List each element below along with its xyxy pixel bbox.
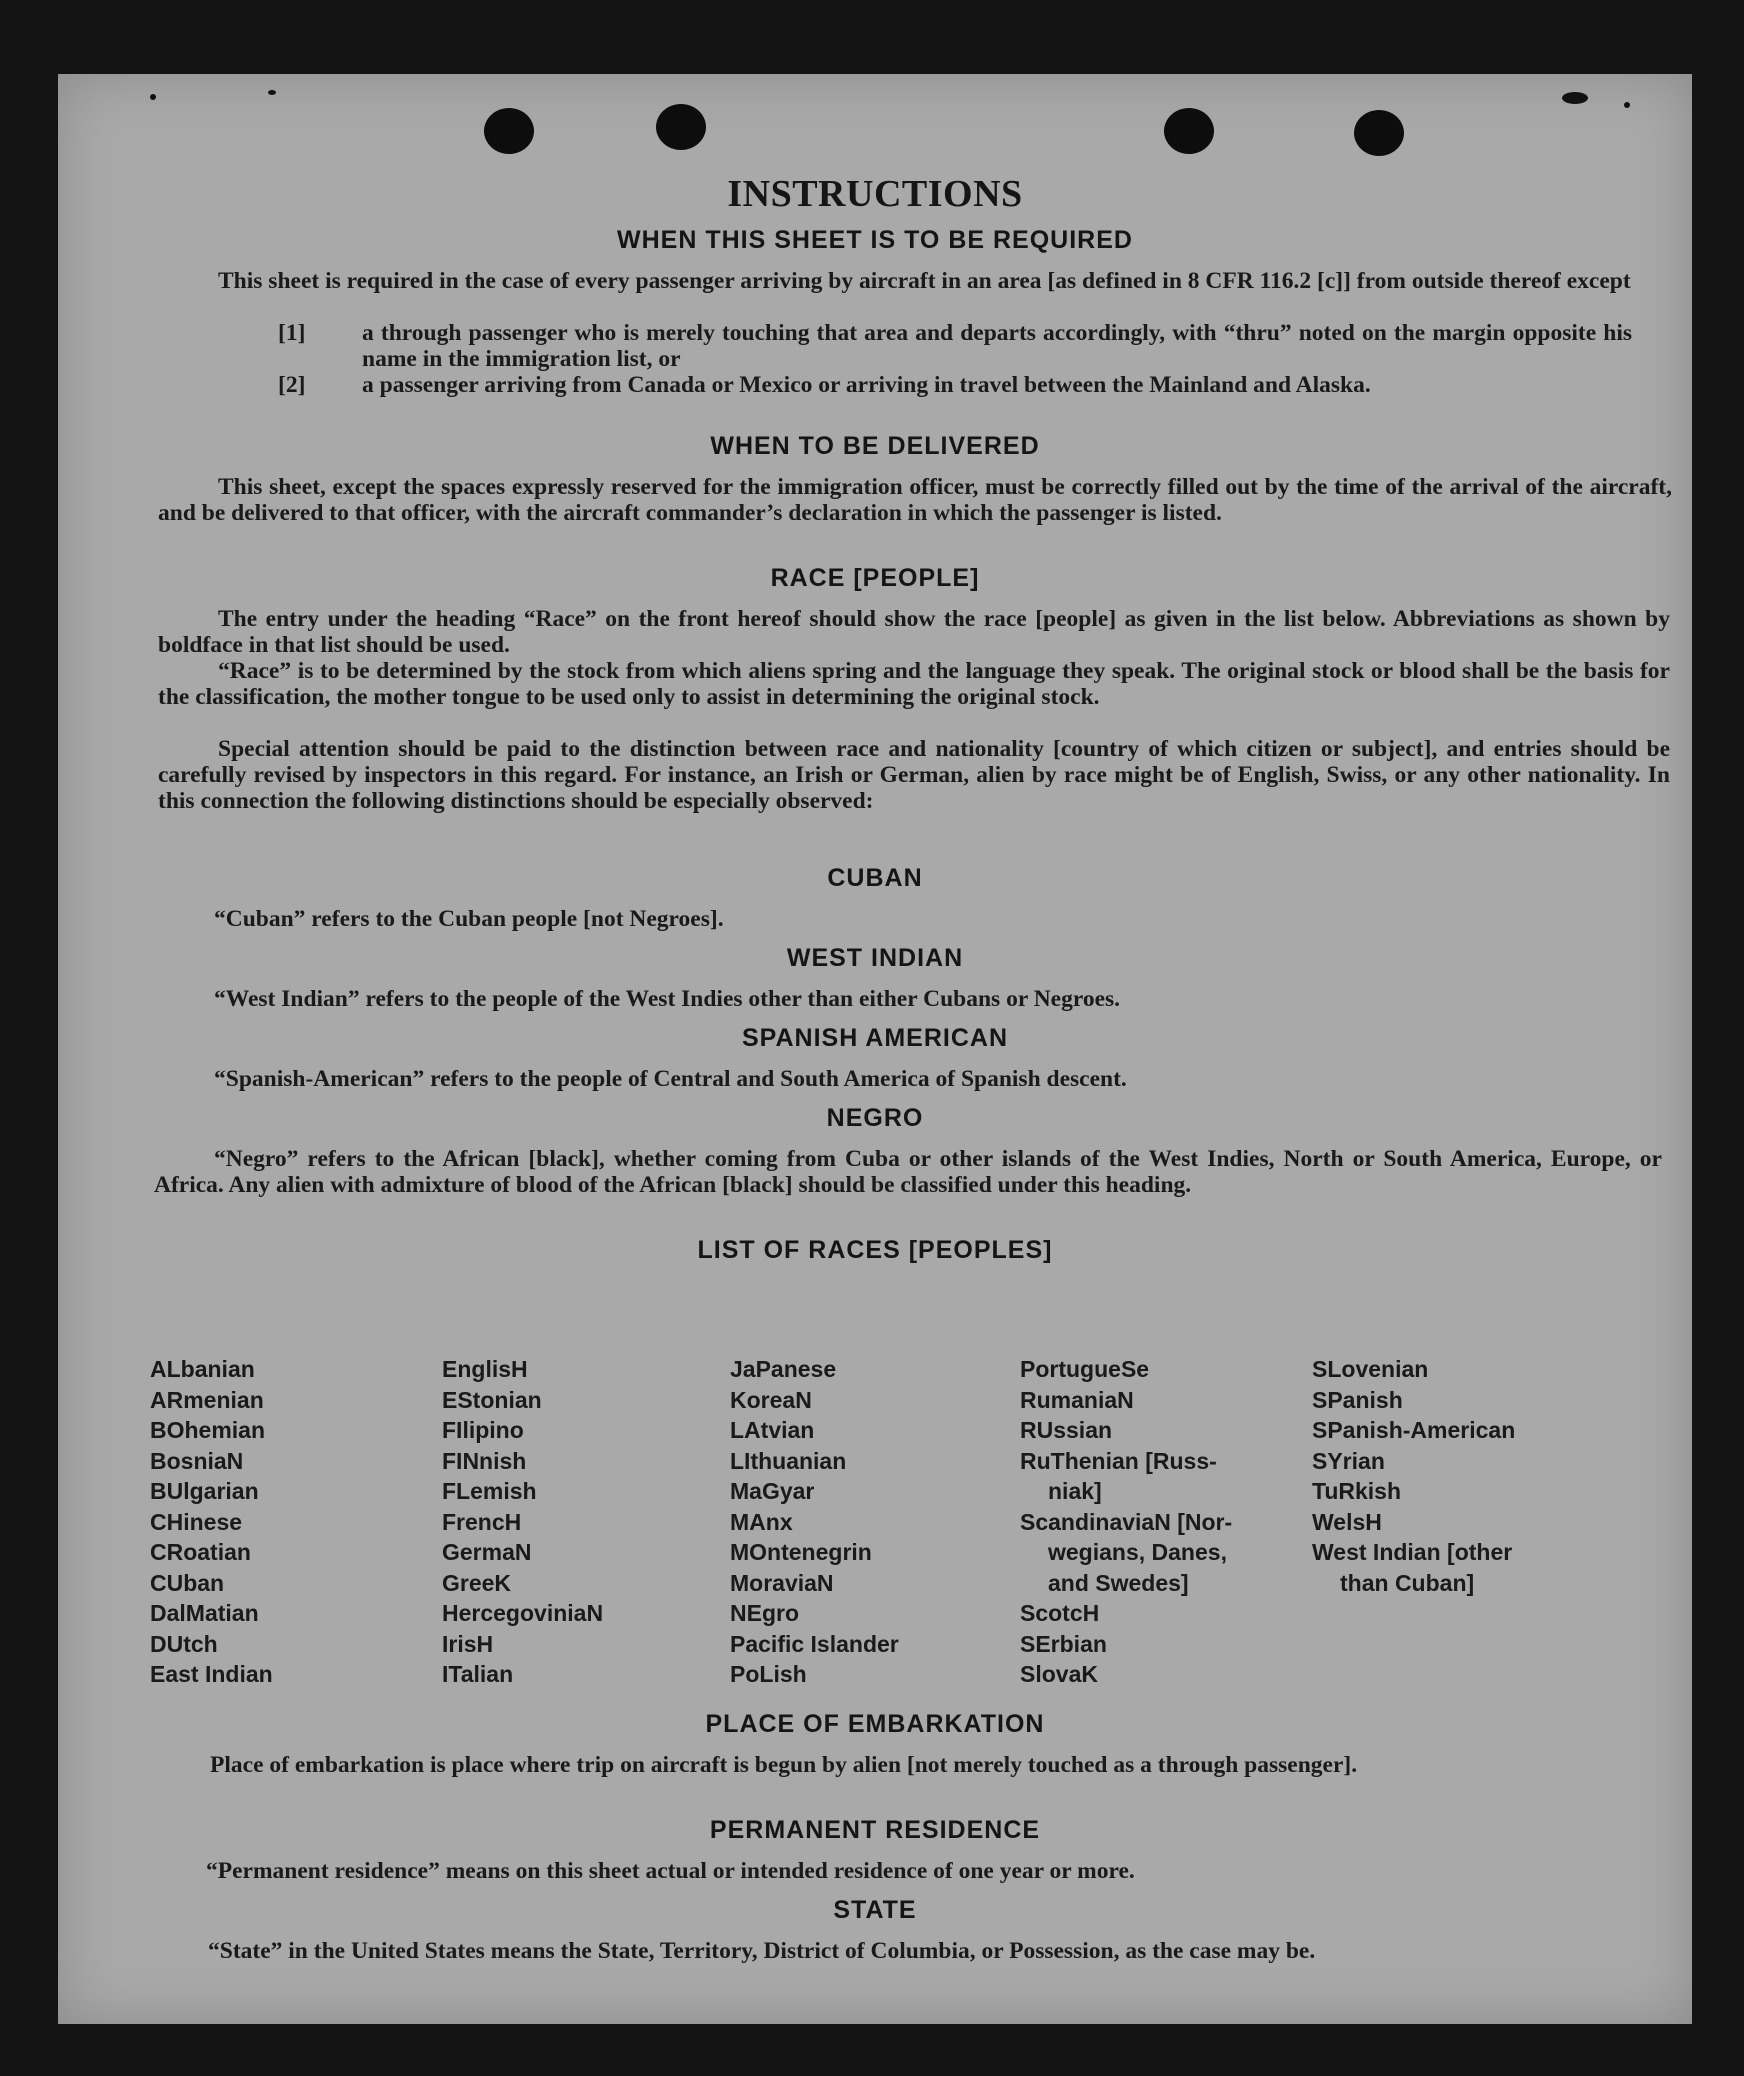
race-list-item: MaGyar [730, 1478, 815, 1504]
race-list-item: GreeK [442, 1569, 512, 1596]
race-list-item: DUtch [150, 1630, 218, 1657]
punch-hole [484, 108, 534, 154]
race-list-item: CUban [150, 1569, 225, 1596]
race-list-item: RUssian [1020, 1417, 1113, 1443]
state-text: “State” in the United States means the State, Territory, District of Columbia, or Possession, as the case may be. [208, 1938, 1316, 1964]
section-heading-residence: PERMANENT RESIDENCE [709, 1816, 1041, 1844]
punch-hole [1164, 108, 1214, 154]
race-list-column-2 [442, 1354, 603, 1690]
ink-speck [150, 94, 156, 100]
race-list-item: KoreaN [730, 1386, 812, 1413]
section-heading-state: STATE [833, 1896, 917, 1924]
ink-speck [1624, 102, 1630, 108]
residence-text: “Permanent residence” means on this sheet actual or intended residence of one year or more. [206, 1858, 1135, 1884]
west-indian-text: “West Indian” refers to the people of the West Indies other than either Cubans or Negroes. [214, 986, 1121, 1012]
race-list-item: DalMatian [150, 1600, 259, 1626]
page-title: INSTRUCTIONS [727, 173, 1023, 215]
race-list-item: MOntenegrin [730, 1539, 872, 1565]
punch-hole [656, 104, 706, 150]
race-list-item: BosniaN [150, 1447, 244, 1474]
race-list-column-1 [150, 1354, 273, 1690]
item-text: a through passenger who is merely touching that area and departs accordingly, with “thru” noted on the margin opposite his name in the immigration list, or [362, 320, 1632, 372]
race-list-item: SPanish [1312, 1386, 1403, 1413]
race-list-item: WelsH [1312, 1508, 1382, 1535]
race-list-column-3 [730, 1354, 899, 1690]
section-heading-cuban: CUBAN [827, 864, 923, 892]
race-list-item: SErbian [1020, 1630, 1107, 1657]
race-list-item: CHinese [150, 1508, 243, 1535]
race-list-item: BUlgarian [150, 1478, 259, 1504]
race-list-item: LIthuanian [730, 1447, 847, 1474]
race-list-item: niak] [1048, 1478, 1102, 1504]
document-sheet [58, 74, 1692, 2024]
section-heading-list-of-races: LIST OF RACES [PEOPLES] [697, 1236, 1053, 1264]
spanish-american-text: “Spanish-American” refers to the people of Central and South America of Spanish descent. [214, 1066, 1127, 1092]
race-list-item: SYrian [1312, 1447, 1385, 1474]
race-list-item: CRoatian [150, 1539, 251, 1565]
race-list-item: ScandinaviaN [Nor- [1020, 1508, 1233, 1535]
section-heading-delivered: WHEN TO BE DELIVERED [710, 432, 1040, 460]
race-list-item: RumaniaN [1020, 1386, 1134, 1413]
section-heading-race: RACE [PEOPLE] [770, 564, 980, 592]
race-list-item: ARmenian [150, 1386, 264, 1413]
race-paragraph-1: The entry under the heading “Race” on the front hereof should show the race [people] as given in the list below. Abbreviations as shown by boldface in that list should be used. [158, 606, 1670, 658]
race-list-item: TuRkish [1312, 1478, 1402, 1504]
ink-speck [268, 90, 276, 95]
race-list-item: ITalian [442, 1661, 514, 1687]
delivered-text: This sheet, except the spaces expressly reserved for the immigration officer, must be correctly filled out by the time of the arrival of the aircraft, and be delivered to that officer, with the aircraft commander’s declaration in which the passenger is listed. [158, 474, 1672, 526]
race-list-item: SlovaK [1020, 1661, 1098, 1687]
negro-text: “Negro” refers to the African [black], whether coming from Cuba or other islands of the West Indies, North or South America, Europe, or Africa. Any alien with admixture of blood of the African [black] should be classified under this heading. [154, 1146, 1662, 1198]
race-list-item: MoraviaN [730, 1569, 834, 1596]
race-list-item: MAnx [730, 1508, 793, 1535]
race-list-item: RuThenian [Russ- [1020, 1447, 1217, 1474]
section-heading-negro: NEGRO [826, 1104, 924, 1132]
race-list-item: HercegoviniaN [442, 1600, 604, 1626]
race-list-item: than Cuban] [1340, 1569, 1475, 1596]
required-intro: This sheet is required in the case of every passenger arriving by aircraft in an area [as defined in 8 CFR 116.2 [c]] from outside thereof except [218, 268, 1631, 294]
race-list-item: NEgro [730, 1600, 799, 1626]
race-list-item: SPanish-American [1312, 1417, 1516, 1443]
race-list-item: IrisH [442, 1630, 494, 1657]
race-list-item: EnglisH [442, 1356, 528, 1382]
race-list-column-4 [1020, 1354, 1232, 1690]
race-list-item: and Swedes] [1048, 1569, 1189, 1596]
embarkation-text: Place of embarkation is place where trip on aircraft is begun by alien [not merely touched as a through passenger]. [210, 1752, 1358, 1778]
race-list-item: EStonian [442, 1386, 542, 1413]
section-heading-required: WHEN THIS SHEET IS TO BE REQUIRED [617, 226, 1133, 254]
race-list-item: ScotcH [1020, 1600, 1100, 1626]
race-list-item: West Indian [other [1312, 1539, 1513, 1565]
race-list-item: FLemish [442, 1478, 537, 1504]
race-list-item: PoLish [730, 1661, 807, 1687]
ink-speck [1562, 92, 1588, 104]
required-item-2 [278, 372, 1632, 398]
race-list-item: wegians, Danes, [1048, 1539, 1227, 1565]
race-list-item: LAtvian [730, 1417, 815, 1443]
item-number: [1] [278, 320, 306, 346]
punch-hole [1354, 110, 1404, 156]
race-list-item: East Indian [150, 1661, 273, 1687]
section-heading-embarkation: PLACE OF EMBARKATION [705, 1710, 1045, 1738]
section-heading-spanish-american: SPANISH AMERICAN [741, 1024, 1008, 1052]
race-list-item: JaPanese [730, 1356, 837, 1382]
race-paragraph-2: “Race” is to be determined by the stock from which aliens spring and the language they speak. The original stock or blood shall be the basis for the classification, the mother tongue to be used only to assist in determining the original stock. [158, 658, 1670, 710]
section-heading-west-indian: WEST INDIAN [786, 944, 964, 972]
race-list-item: PortugueSe [1020, 1356, 1150, 1382]
race-list-item: ALbanian [150, 1356, 255, 1382]
race-list-item: FIlipino [442, 1417, 524, 1443]
item-number: [2] [278, 372, 306, 398]
item-text: a passenger arriving from Canada or Mexico or arriving in travel between the Mainland and Alaska. [362, 372, 1371, 398]
race-list-item: FrencH [442, 1508, 522, 1535]
race-list-item: BOhemian [150, 1417, 266, 1443]
race-list-item: FINnish [442, 1447, 527, 1474]
cuban-text: “Cuban” refers to the Cuban people [not Negroes]. [214, 906, 724, 932]
required-item-1 [278, 320, 1632, 372]
race-list-item: SLovenian [1312, 1356, 1429, 1382]
race-paragraph-3: Special attention should be paid to the distinction between race and nationality [country of which citizen or subject], and entries should be carefully revised by inspectors in this regard. For instance, an Irish or German, alien by race might be of English, Swiss, or any other nationality. In this connection the following distinctions should be especially observed: [158, 736, 1670, 814]
race-list-item: GermaN [442, 1539, 532, 1565]
race-list-item: Pacific Islander [730, 1630, 899, 1657]
race-list-column-5 [1312, 1354, 1515, 1598]
